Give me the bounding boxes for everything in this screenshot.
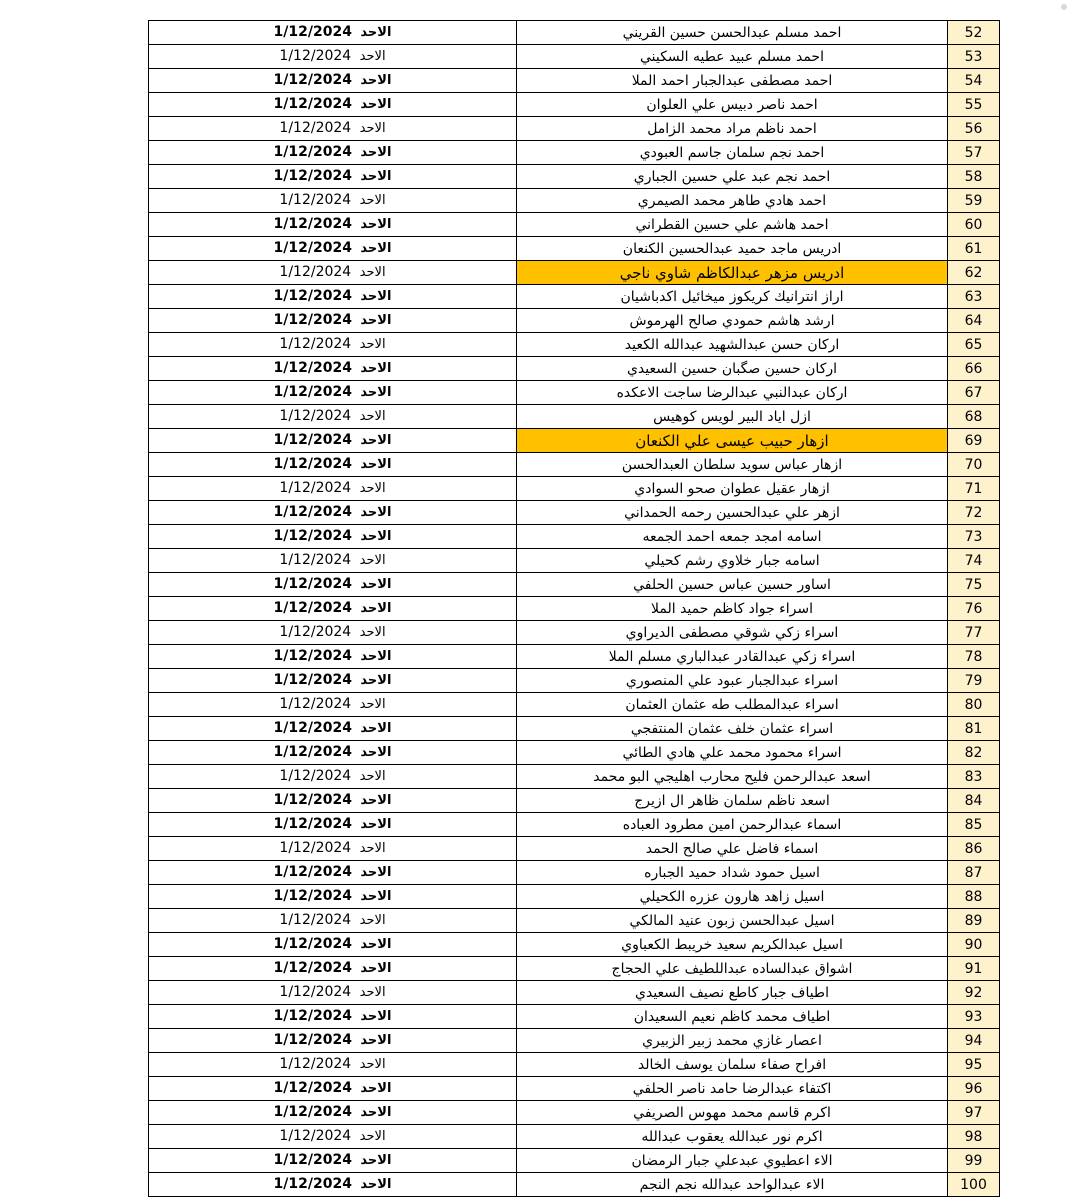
day-label: الاحد <box>360 793 392 808</box>
day-label: الاحد <box>360 361 392 376</box>
date-value: 1/12/2024 <box>279 480 352 496</box>
table-row <box>149 597 1000 621</box>
day-label: الاحد <box>360 289 392 304</box>
date-value: 1/12/2024 <box>273 936 352 952</box>
table-row <box>149 357 1000 381</box>
row-number: 73 <box>948 525 1000 549</box>
date-cell <box>149 237 517 261</box>
name-cell: اسعد ناظم سلمان ظاهر ال ازيرج <box>517 789 948 813</box>
name-cell: اسراء عبدالمطلب طه عثمان العثمان <box>517 693 948 717</box>
row-number: 93 <box>948 1005 1000 1029</box>
date-cell <box>149 501 517 525</box>
day-label: الاحد <box>360 25 392 40</box>
date-value: 1/12/2024 <box>273 360 352 376</box>
day-label: الاحد <box>360 577 392 592</box>
name-cell: اركان حسن عبدالشهيد عبدالله الكعيد <box>517 333 948 357</box>
roster-body <box>149 21 1000 1197</box>
table-row <box>149 717 1000 741</box>
name-cell: اسراء عثمان خلف عثمان المنتفجي <box>517 717 948 741</box>
date-cell <box>149 333 517 357</box>
date-cell <box>149 1005 517 1029</box>
row-number: 63 <box>948 285 1000 309</box>
row-number: 62 <box>948 261 1000 285</box>
date-cell <box>149 117 517 141</box>
table-row <box>149 309 1000 333</box>
name-cell: احمد مسلم عبيد عطيه السكيني <box>517 45 948 69</box>
date-cell <box>149 405 517 429</box>
day-label: الاحد <box>360 649 392 664</box>
date-value: 1/12/2024 <box>279 840 352 856</box>
date-cell <box>149 429 517 453</box>
name-cell: اسراء جواد كاظم حميد الملا <box>517 597 948 621</box>
row-number: 81 <box>948 717 1000 741</box>
table-row <box>149 285 1000 309</box>
date-cell <box>149 381 517 405</box>
date-value: 1/12/2024 <box>279 768 352 784</box>
day-label: الاحد <box>359 193 386 208</box>
date-value: 1/12/2024 <box>273 432 352 448</box>
date-value: 1/12/2024 <box>273 888 352 904</box>
table-row <box>149 741 1000 765</box>
row-number: 96 <box>948 1077 1000 1101</box>
date-cell <box>149 453 517 477</box>
name-cell: ادريس ماجد حميد عبدالحسين الكنعان <box>517 237 948 261</box>
day-label: الاحد <box>360 961 392 976</box>
row-number: 58 <box>948 165 1000 189</box>
table-row <box>149 957 1000 981</box>
table-row <box>149 69 1000 93</box>
date-cell <box>149 45 517 69</box>
table-row <box>149 1149 1000 1173</box>
table-row <box>149 501 1000 525</box>
name-cell: اسامه امجد جمعه احمد الجمعه <box>517 525 948 549</box>
row-number: 84 <box>948 789 1000 813</box>
date-value: 1/12/2024 <box>279 120 352 136</box>
date-cell <box>149 669 517 693</box>
table-row <box>149 261 1000 285</box>
table-row <box>149 1029 1000 1053</box>
date-cell <box>149 189 517 213</box>
date-cell <box>149 861 517 885</box>
date-value: 1/12/2024 <box>273 528 352 544</box>
date-value: 1/12/2024 <box>279 624 352 640</box>
day-label: الاحد <box>360 1033 392 1048</box>
day-label: الاحد <box>360 97 392 112</box>
date-value: 1/12/2024 <box>279 552 352 568</box>
date-cell <box>149 981 517 1005</box>
date-cell <box>149 717 517 741</box>
date-cell <box>149 1125 517 1149</box>
row-number: 90 <box>948 933 1000 957</box>
date-value: 1/12/2024 <box>273 648 352 664</box>
table-row <box>149 237 1000 261</box>
table-row <box>149 933 1000 957</box>
row-number: 75 <box>948 573 1000 597</box>
date-value: 1/12/2024 <box>273 720 352 736</box>
table-row <box>149 549 1000 573</box>
name-cell: اكتفاء عبدالرضا حامد ناصر الحلفي <box>517 1077 948 1101</box>
row-number: 100 <box>948 1173 1000 1197</box>
name-cell: اسعد عبدالرحمن فليح محارب اهليجي البو محمد <box>517 765 948 789</box>
date-cell <box>149 69 517 93</box>
date-value: 1/12/2024 <box>273 384 352 400</box>
name-cell: ازهار حبيب عيسى علي الكنعان <box>517 429 948 453</box>
table-row <box>149 165 1000 189</box>
date-value: 1/12/2024 <box>273 288 352 304</box>
date-cell <box>149 597 517 621</box>
row-number: 91 <box>948 957 1000 981</box>
date-cell <box>149 933 517 957</box>
date-value: 1/12/2024 <box>273 144 352 160</box>
date-value: 1/12/2024 <box>279 48 352 64</box>
date-cell <box>149 21 517 45</box>
date-cell <box>149 1149 517 1173</box>
table-row <box>149 1077 1000 1101</box>
date-value: 1/12/2024 <box>273 1176 352 1192</box>
date-value: 1/12/2024 <box>273 168 352 184</box>
row-number: 61 <box>948 237 1000 261</box>
roster-table <box>148 20 1000 1197</box>
day-label: الاحد <box>359 769 386 784</box>
name-cell: اركان عبدالنبي عبدالرضا ساجت الاعكده <box>517 381 948 405</box>
day-label: الاحد <box>359 913 386 928</box>
name-cell: احمد نجم سلمان جاسم العبودي <box>517 141 948 165</box>
table-row <box>149 621 1000 645</box>
day-label: الاحد <box>360 217 392 232</box>
row-number: 80 <box>948 693 1000 717</box>
day-label: الاحد <box>360 865 392 880</box>
row-number: 77 <box>948 621 1000 645</box>
date-cell <box>149 525 517 549</box>
row-number: 92 <box>948 981 1000 1005</box>
day-label: الاحد <box>360 529 392 544</box>
date-cell <box>149 309 517 333</box>
name-cell: اطياف محمد كاظم نعيم السعيدان <box>517 1005 948 1029</box>
date-value: 1/12/2024 <box>273 72 352 88</box>
date-cell <box>149 789 517 813</box>
table-row <box>149 45 1000 69</box>
day-label: الاحد <box>360 169 392 184</box>
date-value: 1/12/2024 <box>279 984 352 1000</box>
name-cell: ادريس مزهر عبدالكاظم شاوي ناجي <box>517 261 948 285</box>
date-value: 1/12/2024 <box>273 600 352 616</box>
row-number: 82 <box>948 741 1000 765</box>
day-label: الاحد <box>360 241 392 256</box>
day-label: الاحد <box>360 385 392 400</box>
day-label: الاحد <box>360 673 392 688</box>
date-cell <box>149 261 517 285</box>
table-row <box>149 693 1000 717</box>
row-number: 65 <box>948 333 1000 357</box>
name-cell: اعصار غازي محمد زبير الزبيري <box>517 1029 948 1053</box>
table-row <box>149 1101 1000 1125</box>
row-number: 60 <box>948 213 1000 237</box>
row-number: 74 <box>948 549 1000 573</box>
row-number: 79 <box>948 669 1000 693</box>
table-row <box>149 837 1000 861</box>
row-number: 89 <box>948 909 1000 933</box>
row-number: 97 <box>948 1101 1000 1125</box>
row-number: 71 <box>948 477 1000 501</box>
row-number: 59 <box>948 189 1000 213</box>
date-value: 1/12/2024 <box>273 24 352 40</box>
day-label: الاحد <box>359 49 386 64</box>
table-row <box>149 477 1000 501</box>
name-cell: اكرم نور عبدالله يعقوب عبدالله <box>517 1125 948 1149</box>
date-value: 1/12/2024 <box>273 456 352 472</box>
date-cell <box>149 813 517 837</box>
date-cell <box>149 837 517 861</box>
date-cell <box>149 909 517 933</box>
name-cell: اكرم قاسم محمد مهوس الصريفي <box>517 1101 948 1125</box>
row-number: 57 <box>948 141 1000 165</box>
day-label: الاحد <box>360 817 392 832</box>
name-cell: احمد هادي طاهر محمد الصيمري <box>517 189 948 213</box>
table-row <box>149 21 1000 45</box>
day-label: الاحد <box>360 721 392 736</box>
name-cell: احمد ناظم مراد محمد الزامل <box>517 117 948 141</box>
day-label: الاحد <box>360 889 392 904</box>
day-label: الاحد <box>360 457 392 472</box>
date-cell <box>149 573 517 597</box>
row-number: 88 <box>948 885 1000 909</box>
date-cell <box>149 357 517 381</box>
day-label: الاحد <box>360 313 392 328</box>
day-label: الاحد <box>359 625 386 640</box>
table-row <box>149 885 1000 909</box>
date-cell <box>149 1077 517 1101</box>
date-cell <box>149 765 517 789</box>
row-number: 64 <box>948 309 1000 333</box>
row-number: 53 <box>948 45 1000 69</box>
table-row <box>149 141 1000 165</box>
day-label: الاحد <box>360 73 392 88</box>
row-number: 67 <box>948 381 1000 405</box>
date-value: 1/12/2024 <box>273 96 352 112</box>
row-number: 99 <box>948 1149 1000 1173</box>
table-row <box>149 381 1000 405</box>
row-number: 83 <box>948 765 1000 789</box>
name-cell: اسيل عبدالحسن زبون عنيد المالكي <box>517 909 948 933</box>
name-cell: اسامه جبار خلاوي رشم كحيلي <box>517 549 948 573</box>
row-number: 98 <box>948 1125 1000 1149</box>
day-label: الاحد <box>360 937 392 952</box>
date-value: 1/12/2024 <box>273 1104 352 1120</box>
date-value: 1/12/2024 <box>273 792 352 808</box>
table-row <box>149 789 1000 813</box>
name-cell: اركان حسين صگبان حسين السعيدي <box>517 357 948 381</box>
table-row <box>149 981 1000 1005</box>
table-row <box>149 93 1000 117</box>
day-label: الاحد <box>359 697 386 712</box>
table-row <box>149 525 1000 549</box>
day-label: الاحد <box>359 1129 386 1144</box>
day-label: الاحد <box>359 121 386 136</box>
date-value: 1/12/2024 <box>273 960 352 976</box>
name-cell: احمد مصطفى عبدالجبار احمد الملا <box>517 69 948 93</box>
date-value: 1/12/2024 <box>273 816 352 832</box>
row-number: 95 <box>948 1053 1000 1077</box>
table-row <box>149 1173 1000 1197</box>
row-number: 85 <box>948 813 1000 837</box>
name-cell: اسيل عبدالكريم سعيد خريبط الكعباوي <box>517 933 948 957</box>
table-row <box>149 765 1000 789</box>
name-cell: الاء اعطيوي عبدعلي جبار الرمضان <box>517 1149 948 1173</box>
date-value: 1/12/2024 <box>273 1152 352 1168</box>
day-label: الاحد <box>359 265 386 280</box>
name-cell: اسماء عبدالرحمن امين مطرود العباده <box>517 813 948 837</box>
date-cell <box>149 957 517 981</box>
date-value: 1/12/2024 <box>273 672 352 688</box>
name-cell: اسراء زكي عبدالقادر عبدالباري مسلم الملا <box>517 645 948 669</box>
table-row <box>149 573 1000 597</box>
date-value: 1/12/2024 <box>273 240 352 256</box>
name-cell: احمد ناصر دبيس علي العلوان <box>517 93 948 117</box>
day-label: الاحد <box>360 505 392 520</box>
table-row <box>149 1005 1000 1029</box>
date-cell <box>149 885 517 909</box>
day-label: الاحد <box>360 433 392 448</box>
date-cell <box>149 1029 517 1053</box>
day-label: الاحد <box>360 1153 392 1168</box>
name-cell: ازهار عباس سويد سلطان العبدالحسن <box>517 453 948 477</box>
name-cell: احمد مسلم عبدالحسن حسين القريني <box>517 21 948 45</box>
table-row <box>149 189 1000 213</box>
date-cell <box>149 477 517 501</box>
day-label: الاحد <box>359 841 386 856</box>
table-row <box>149 861 1000 885</box>
date-cell <box>149 621 517 645</box>
table-row <box>149 909 1000 933</box>
day-label: الاحد <box>360 1105 392 1120</box>
table-row <box>149 429 1000 453</box>
name-cell: اسراء زكي شوقي مصطفى الديراوي <box>517 621 948 645</box>
date-cell <box>149 1101 517 1125</box>
name-cell: ازهر علي عبدالحسين رحمه الحمداني <box>517 501 948 525</box>
day-label: الاحد <box>359 985 386 1000</box>
name-cell: اساور حسين عباس حسين الحلفي <box>517 573 948 597</box>
row-number: 68 <box>948 405 1000 429</box>
name-cell: ارشد هاشم حمودي صالح الهرموش <box>517 309 948 333</box>
date-value: 1/12/2024 <box>273 1080 352 1096</box>
table-row <box>149 1125 1000 1149</box>
name-cell: اراز انترانيك كريكوز ميخائيل اكدباشيان <box>517 285 948 309</box>
table-row <box>149 333 1000 357</box>
date-cell <box>149 93 517 117</box>
date-value: 1/12/2024 <box>279 696 352 712</box>
date-value: 1/12/2024 <box>273 216 352 232</box>
row-number: 78 <box>948 645 1000 669</box>
date-value: 1/12/2024 <box>273 576 352 592</box>
day-label: الاحد <box>360 1081 392 1096</box>
date-value: 1/12/2024 <box>273 1008 352 1024</box>
date-value: 1/12/2024 <box>273 1032 352 1048</box>
row-number: 69 <box>948 429 1000 453</box>
date-value: 1/12/2024 <box>273 864 352 880</box>
row-number: 70 <box>948 453 1000 477</box>
row-number: 54 <box>948 69 1000 93</box>
date-cell <box>149 165 517 189</box>
name-cell: احمد هاشم علي حسين القطراني <box>517 213 948 237</box>
name-cell: اسيل زاهد هارون عزره الكحيلي <box>517 885 948 909</box>
date-cell <box>149 693 517 717</box>
date-value: 1/12/2024 <box>279 1056 352 1072</box>
date-value: 1/12/2024 <box>279 192 352 208</box>
row-number: 52 <box>948 21 1000 45</box>
row-number: 66 <box>948 357 1000 381</box>
date-value: 1/12/2024 <box>279 1128 352 1144</box>
date-value: 1/12/2024 <box>279 264 352 280</box>
name-cell: اشواق عبدالساده عبداللطيف علي الحجاج <box>517 957 948 981</box>
name-cell: احمد نجم عبد علي حسين الجباري <box>517 165 948 189</box>
day-label: الاحد <box>360 601 392 616</box>
name-cell: اطياف جبار كاطع نصيف السعيدي <box>517 981 948 1005</box>
table-row <box>149 405 1000 429</box>
day-label: الاحد <box>359 481 386 496</box>
name-cell: افراح صفاء سلمان يوسف الخالد <box>517 1053 948 1077</box>
day-label: الاحد <box>359 553 386 568</box>
name-cell: ازل اياد البير لويس كوهيس <box>517 405 948 429</box>
name-cell: اسراء محمود محمد علي هادي الطائي <box>517 741 948 765</box>
table-row <box>149 117 1000 141</box>
roster-sheet <box>148 20 996 1197</box>
table-row <box>149 213 1000 237</box>
name-cell: اسراء عبدالجبار عبود علي المنصوري <box>517 669 948 693</box>
table-row <box>149 645 1000 669</box>
row-number: 94 <box>948 1029 1000 1053</box>
day-label: الاحد <box>359 337 386 352</box>
row-number: 55 <box>948 93 1000 117</box>
date-cell <box>149 1053 517 1077</box>
corner-mark <box>1061 4 1067 10</box>
date-cell <box>149 141 517 165</box>
table-row <box>149 669 1000 693</box>
table-row <box>149 1053 1000 1077</box>
day-label: الاحد <box>359 409 386 424</box>
name-cell: الاء عبدالواحد عبدالله نجم النجم <box>517 1173 948 1197</box>
row-number: 87 <box>948 861 1000 885</box>
date-cell <box>149 1173 517 1197</box>
row-number: 72 <box>948 501 1000 525</box>
day-label: الاحد <box>360 745 392 760</box>
row-number: 76 <box>948 597 1000 621</box>
row-number: 56 <box>948 117 1000 141</box>
date-cell <box>149 285 517 309</box>
date-value: 1/12/2024 <box>273 312 352 328</box>
day-label: الاحد <box>360 145 392 160</box>
name-cell: اسماء فاضل علي صالح الحمد <box>517 837 948 861</box>
date-value: 1/12/2024 <box>279 912 352 928</box>
name-cell: اسيل حمود شداد حميد الجباره <box>517 861 948 885</box>
date-cell <box>149 741 517 765</box>
name-cell: ازهار عقيل عطوان صحو السوادي <box>517 477 948 501</box>
day-label: الاحد <box>359 1057 386 1072</box>
table-row <box>149 453 1000 477</box>
date-cell <box>149 213 517 237</box>
table-row <box>149 813 1000 837</box>
date-cell <box>149 645 517 669</box>
date-value: 1/12/2024 <box>279 408 352 424</box>
date-cell <box>149 549 517 573</box>
date-value: 1/12/2024 <box>273 504 352 520</box>
day-label: الاحد <box>360 1009 392 1024</box>
row-number: 86 <box>948 837 1000 861</box>
date-value: 1/12/2024 <box>273 744 352 760</box>
date-value: 1/12/2024 <box>279 336 352 352</box>
day-label: الاحد <box>360 1177 392 1192</box>
